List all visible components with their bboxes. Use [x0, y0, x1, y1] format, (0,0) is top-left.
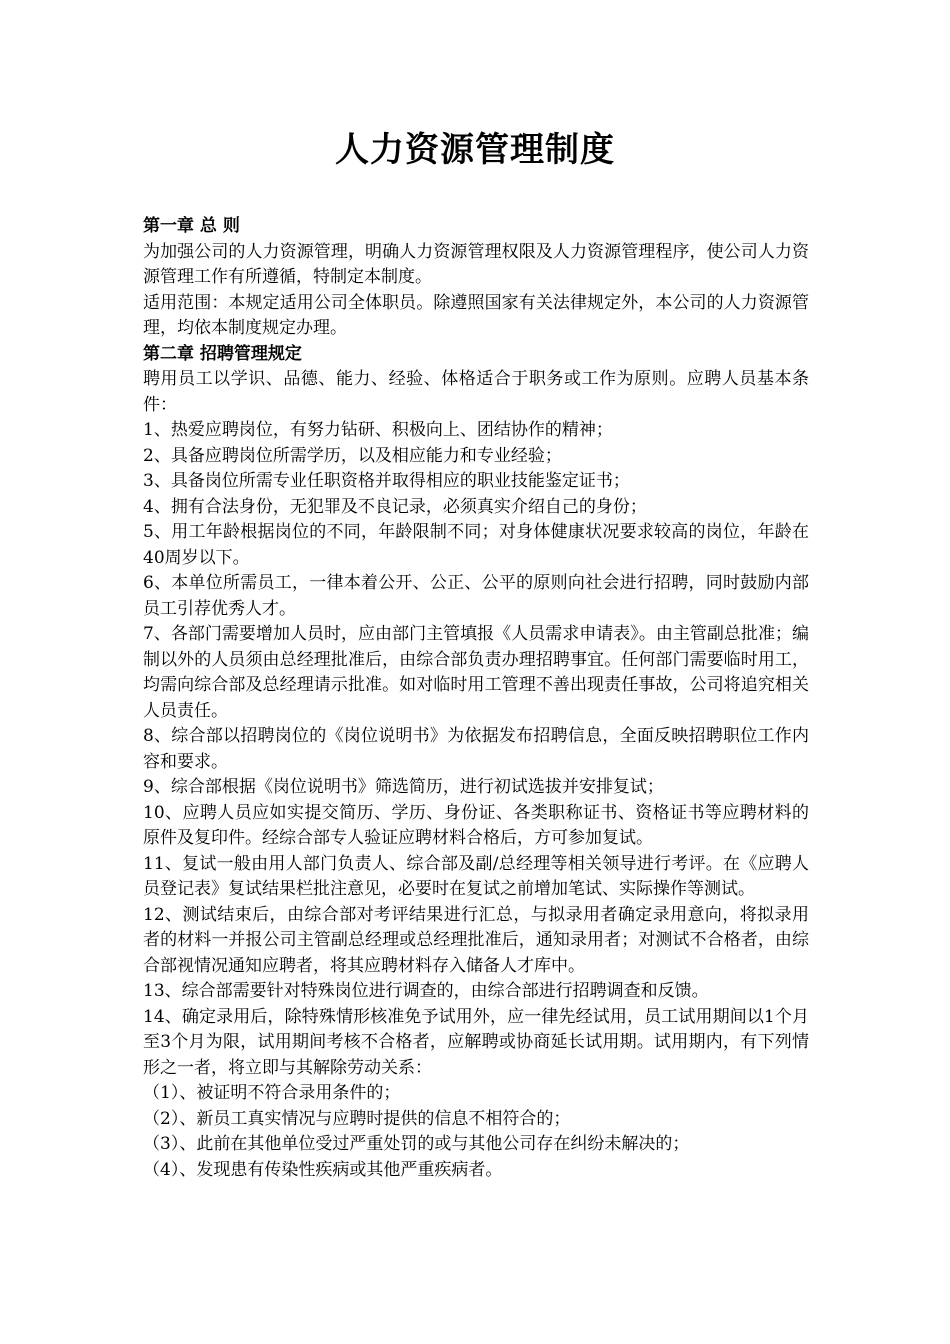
list-item: 5、用工年龄根据岗位的不同，年龄限制不同；对身体健康状况要求较高的岗位，年龄在40周岁以下。 [143, 522, 809, 568]
list-item: 12、测试结束后，由综合部对考评结果进行汇总，与拟录用者确定录用意向，将拟录用者的材料一并报公司主管副总经理或总经理批准后，通知录用者；对测试不合格者，由综合部视情况通知应聘者，将其应聘材料存入储备人才库中。 [143, 904, 809, 976]
list-item: 14、确定录用后，除特殊情形核准免予试用外，应一律先经试用，员工试用期间以1个月至3个月为限，试用期间考核不合格者，应解聘或协商延长试用期。试用期内，有下列情形之一者，将立即与其解除劳动关系： [143, 1006, 809, 1078]
document-body [143, 214, 809, 1183]
list-item: 2、具备应聘岗位所需学历，以及相应能力和专业经验； [143, 445, 562, 466]
chapter-heading: 第一章 总 则 [143, 216, 240, 236]
sub-list-item: （3）、此前在其他单位受过严重处罚的或与其他公司存在纠纷未解决的； [143, 1134, 690, 1154]
chapter-heading: 第二章 招聘管理规定 [143, 343, 302, 364]
list-item: 10、应聘人员应如实提交简历、学历、身份证、各类职称证书、资格证书等应聘材料的原件及复印件。经综合部专人验证应聘材料合格后，方可参加复试。 [143, 802, 809, 848]
document-title: 人力资源管理制度 [335, 130, 615, 170]
sub-list-item: （2）、新员工真实情况与应聘时提供的信息不相符合的； [143, 1108, 571, 1129]
sub-list-item: （4）、发现患有传染性疾病或其他严重疾病者。 [143, 1159, 503, 1180]
list-item: 4、拥有合法身份，无犯罪及不良记录，必须真实介绍自己的身份； [143, 496, 647, 517]
paragraph: 适用范围：本规定适用公司全体职员。除遵照国家有关法律规定外，本公司的人力资源管理，均依本制度规定办理。 [143, 292, 809, 338]
list-item: 8、综合部以招聘岗位的《岗位说明书》为依据发布招聘信息，全面反映招聘职位工作内容和要求。 [143, 726, 809, 772]
paragraph: 为加强公司的人力资源管理，明确人力资源管理权限及人力资源管理程序，使公司人力资源管理工作有所遵循，特制定本制度。 [143, 241, 809, 287]
list-item: 11、复试一般由用人部门负责人、综合部及副/总经理等相关领导进行考评。在《应聘人员登记表》复试结果栏批注意见，必要时在复试之前增加笔试、实际操作等测试。 [143, 853, 809, 899]
list-item: 1、热爱应聘岗位，有努力钻研、积极向上、团结协作的精神； [143, 420, 613, 440]
list-item: 7、各部门需要增加人员时，应由部门主管填报《人员需求申请表》。由主管副总批准；编制以外的人员须由总经理批准后，由综合部负责办理招聘事宜。任何部门需要临时用工，均需向综合部及总经理请示批准。如对临时用工管理不善出现责任事故，公司将追究相关人员责任。 [143, 624, 809, 721]
list-item: 6、本单位所需员工，一律本着公开、公正、公平的原则向社会进行招聘，同时鼓励内部员工引荐优秀人才。 [143, 573, 809, 619]
sub-list-item: （1）、被证明不符合录用条件的； [143, 1083, 401, 1103]
list-item: 9、综合部根据《岗位说明书》筛选简历，进行初试选拔并安排复试； [143, 777, 664, 797]
paragraph: 聘用员工以学识、品德、能力、经验、体格适合于职务或工作为原则。应聘人员基本条件： [143, 369, 809, 415]
list-item: 3、具备岗位所需专业任职资格并取得相应的职业技能鉴定证书； [143, 471, 630, 491]
list-item: 13、综合部需要针对特殊岗位进行调查的，由综合部进行招聘调查和反馈。 [143, 981, 709, 1001]
